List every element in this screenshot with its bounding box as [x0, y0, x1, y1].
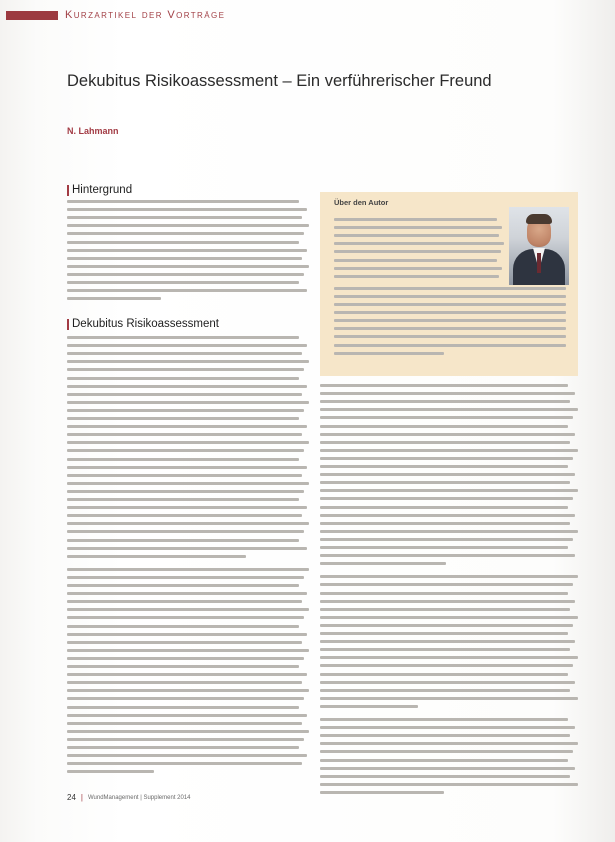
text-line: [67, 722, 302, 725]
text-line: [320, 632, 568, 635]
text-line: [67, 665, 299, 668]
text-line: [67, 641, 302, 644]
text-line: [67, 530, 304, 533]
text-line: [320, 575, 578, 578]
text-line: [67, 336, 299, 339]
text-line: [320, 416, 573, 419]
text-line: [67, 738, 304, 741]
text-line: [67, 514, 302, 517]
text-line: [67, 368, 304, 371]
text-line: [67, 762, 302, 765]
text-line: [67, 409, 304, 412]
text-line: [320, 506, 568, 509]
text-line: [67, 490, 304, 493]
text-line: [320, 562, 446, 565]
text-line: [320, 775, 570, 778]
text-line: [320, 400, 570, 403]
text-line: [320, 489, 578, 492]
text-line: [67, 458, 299, 461]
text-line: [67, 657, 304, 660]
text-line: [334, 259, 497, 262]
text-line: [320, 640, 575, 643]
text-line: [320, 538, 573, 541]
text-line: [320, 705, 418, 708]
text-line: [334, 250, 501, 253]
text-line: [320, 767, 575, 770]
text-line: [334, 226, 502, 229]
text-line: [67, 498, 299, 501]
text-line: [320, 726, 575, 729]
text-line: [67, 555, 246, 558]
kicker-text: Kurzartikel der Vorträge: [65, 9, 226, 21]
text-line: [320, 392, 575, 395]
text-line: [67, 584, 299, 587]
text-line: [67, 425, 307, 428]
text-line: [334, 287, 566, 290]
text-line: [320, 592, 568, 595]
text-line: [67, 433, 302, 436]
text-line: [67, 273, 304, 276]
text-line: [320, 425, 568, 428]
text-line: [67, 706, 299, 709]
text-line: [67, 689, 309, 692]
text-line: [320, 697, 578, 700]
text-line: [320, 465, 568, 468]
text-line: [334, 275, 499, 278]
text-line: [67, 714, 307, 717]
text-line: [67, 547, 307, 550]
text-line: [320, 742, 578, 745]
text-line: [67, 539, 299, 542]
text-line: [67, 625, 299, 628]
heading-hintergrund: Hintergrund: [67, 184, 132, 196]
text-line: [320, 441, 570, 444]
heading-risikoassessment: Dekubitus Risikoassessment: [67, 318, 219, 330]
text-line: [67, 441, 309, 444]
author-name: N. Lahmann: [67, 126, 119, 136]
text-line: [320, 791, 444, 794]
text-line: [67, 482, 309, 485]
text-line: [67, 592, 307, 595]
text-line: [67, 576, 304, 579]
text-line: [320, 689, 570, 692]
text-line: [320, 718, 568, 721]
text-line: [67, 417, 299, 420]
text-line: [320, 408, 578, 411]
text-line: [320, 583, 573, 586]
text-line: [320, 759, 568, 762]
text-line: [67, 257, 302, 260]
text-line: [320, 457, 573, 460]
text-line: [334, 303, 566, 306]
text-line: [67, 385, 307, 388]
text-line: [67, 232, 304, 235]
text-line: [320, 600, 575, 603]
text-line: [334, 242, 504, 245]
text-line: [67, 289, 307, 292]
text-line: [67, 449, 304, 452]
footer-separator: |: [80, 793, 83, 802]
author-infobox: [320, 192, 578, 376]
text-line: [320, 522, 570, 525]
text-line: [320, 449, 578, 452]
page-footer: [67, 793, 191, 802]
text-line: [334, 218, 497, 221]
text-line: [320, 624, 573, 627]
text-line: [320, 734, 570, 737]
text-line: [334, 344, 566, 347]
text-line: [67, 522, 309, 525]
text-line: [320, 673, 568, 676]
text-line: [67, 506, 307, 509]
text-line: [334, 319, 566, 322]
text-line: [320, 530, 578, 533]
text-line: [334, 295, 566, 298]
infobox-title: Über den Autor: [334, 198, 389, 207]
text-line: [334, 234, 499, 237]
article-title: Dekubitus Risikoassessment – Ein verführerischer Freund: [67, 72, 492, 90]
text-line: [320, 497, 573, 500]
text-line: [320, 514, 575, 517]
text-line: [67, 474, 302, 477]
text-line: [67, 393, 302, 396]
text-line: [67, 673, 307, 676]
text-line: [320, 750, 573, 753]
text-line: [334, 352, 444, 355]
text-line: [67, 730, 309, 733]
text-line: [67, 681, 302, 684]
text-line: [67, 344, 307, 347]
text-line: [67, 600, 302, 603]
text-line: [320, 608, 570, 611]
text-line: [320, 783, 578, 786]
text-line: [334, 335, 566, 338]
text-line: [67, 401, 309, 404]
text-line: [320, 664, 573, 667]
page-number: 24: [67, 793, 76, 802]
text-line: [320, 473, 575, 476]
text-line: [320, 481, 570, 484]
text-line: [67, 224, 309, 227]
kicker-bar: [6, 11, 58, 20]
text-line: [67, 633, 307, 636]
journal-name: WundManagement | Supplement 2014: [87, 794, 191, 801]
text-line: [67, 770, 154, 773]
text-line: [67, 281, 299, 284]
text-line: [67, 697, 304, 700]
text-line: [67, 208, 307, 211]
text-line: [67, 466, 307, 469]
section-kicker: [6, 8, 225, 22]
text-line: [320, 616, 578, 619]
text-line: [67, 746, 299, 749]
text-line: [334, 267, 502, 270]
text-line: [320, 648, 570, 651]
text-line: [320, 681, 575, 684]
text-line: [67, 649, 309, 652]
text-line: [320, 433, 575, 436]
text-line: [320, 554, 575, 557]
text-line: [67, 241, 299, 244]
text-line: [334, 327, 566, 330]
text-line: [67, 249, 307, 252]
text-line: [67, 352, 302, 355]
text-line: [67, 608, 309, 611]
text-line: [67, 297, 161, 300]
text-line: [67, 360, 309, 363]
author-photo: [509, 207, 569, 285]
text-line: [67, 216, 302, 219]
text-line: [67, 200, 299, 203]
text-line: [320, 656, 578, 659]
text-line: [67, 754, 307, 757]
text-line: [67, 568, 309, 571]
text-line: [67, 377, 299, 380]
text-line: [320, 546, 568, 549]
text-line: [320, 384, 568, 387]
text-line: [67, 616, 304, 619]
text-line: [334, 311, 566, 314]
text-line: [67, 265, 309, 268]
